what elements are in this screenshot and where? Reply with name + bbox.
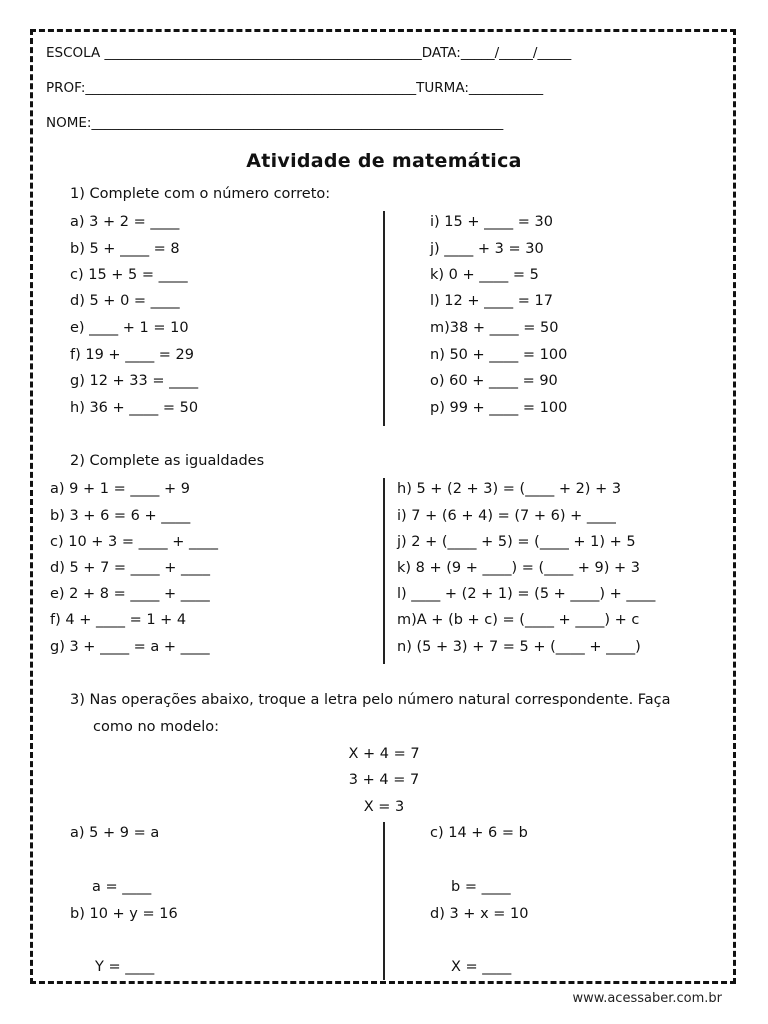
q1-column-divider: [383, 211, 385, 426]
q2-item: g) 3 + ____ = a + ____: [50, 639, 210, 655]
q2-item: c) 10 + 3 = ____ + ____: [50, 534, 219, 550]
q2-item: n) (5 + 3) + 7 = 5 + (____ + ____): [397, 639, 641, 655]
page-title: Atividade de matemática: [246, 150, 522, 172]
q2-item: l) ____ + (2 + 1) = (5 + ____) + ____: [397, 586, 656, 602]
escola-date-line: ESCOLA _______________________________________________DATA:_____/_____/_____: [46, 45, 572, 61]
q2-item: h) 5 + (2 + 3) = (____ + 2) + 3: [397, 481, 622, 497]
q1-item: l) 12 + ____ = 17: [430, 293, 553, 309]
q3-answer-d: X = ____: [451, 959, 512, 975]
q1-item: h) 36 + ____ = 50: [70, 400, 199, 416]
q3-answer-a: a = ____: [92, 879, 152, 895]
q1-item: n) 50 + ____ = 100: [430, 347, 568, 363]
q1-item: a) 3 + 2 = ____: [70, 214, 180, 230]
q1-item: m)38 + ____ = 50: [430, 320, 559, 336]
q1-item: k) 0 + ____ = 5: [430, 267, 539, 283]
q1-item: c) 15 + 5 = ____: [70, 267, 188, 283]
q2-item: e) 2 + 8 = ____ + ____: [50, 586, 210, 602]
q3-column-divider: [383, 822, 385, 980]
q2-item: i) 7 + (6 + 4) = (7 + 6) + ____: [397, 508, 616, 524]
q1-item: f) 19 + ____ = 29: [70, 347, 195, 363]
q3-answer-c: b = ____: [451, 879, 511, 895]
q2-item: a) 9 + 1 = ____ + 9: [50, 481, 190, 497]
q1-item: g) 12 + 33 = ____: [70, 373, 199, 389]
q3-prompt-line1: 3) Nas operações abaixo, troque a letra pelo número natural correspondente. Faça: [70, 692, 671, 708]
footer-website: www.acessaber.com.br: [572, 991, 722, 1006]
q1-item: o) 60 + ____ = 90: [430, 373, 558, 389]
prof-turma-line: PROF:_________________________________________________TURMA:___________: [46, 80, 544, 96]
q1-item: d) 5 + 0 = ____: [70, 293, 180, 309]
q3-item-c: c) 14 + 6 = b: [430, 825, 528, 841]
model-line: X = 3: [363, 799, 405, 815]
q2-item: j) 2 + (____ + 5) = (____ + 1) + 5: [397, 534, 636, 550]
q1-item: e) ____ + 1 = 10: [70, 320, 189, 336]
nome-line: NOME:_____________________________________________________________: [46, 115, 504, 131]
q1-prompt: 1) Complete com o número correto:: [70, 186, 331, 202]
q1-item: i) 15 + ____ = 30: [430, 214, 553, 230]
q1-item: b) 5 + ____ = 8: [70, 241, 180, 257]
model-line: X + 4 = 7: [348, 746, 420, 762]
q3-prompt-line2: como no modelo:: [93, 719, 220, 735]
q2-item: m)A + (b + c) = (____ + ____) + c: [397, 612, 640, 628]
model-line: 3 + 4 = 7: [348, 772, 420, 788]
q3-item-a: a) 5 + 9 = a: [70, 825, 160, 841]
q2-item: d) 5 + 7 = ____ + ____: [50, 560, 211, 576]
q3-item-d: d) 3 + x = 10: [430, 906, 529, 922]
q2-item: f) 4 + ____ = 1 + 4: [50, 612, 187, 628]
q1-item: p) 99 + ____ = 100: [430, 400, 568, 416]
q2-item: k) 8 + (9 + ____) = (____ + 9) + 3: [397, 560, 641, 576]
q2-item: b) 3 + 6 = 6 + ____: [50, 508, 191, 524]
q1-item: j) ____ + 3 = 30: [430, 241, 544, 257]
q3-item-b: b) 10 + y = 16: [70, 906, 178, 922]
q3-answer-b: Y = ____: [95, 959, 155, 975]
q2-prompt: 2) Complete as igualdades: [70, 453, 265, 469]
q2-column-divider: [383, 478, 385, 664]
